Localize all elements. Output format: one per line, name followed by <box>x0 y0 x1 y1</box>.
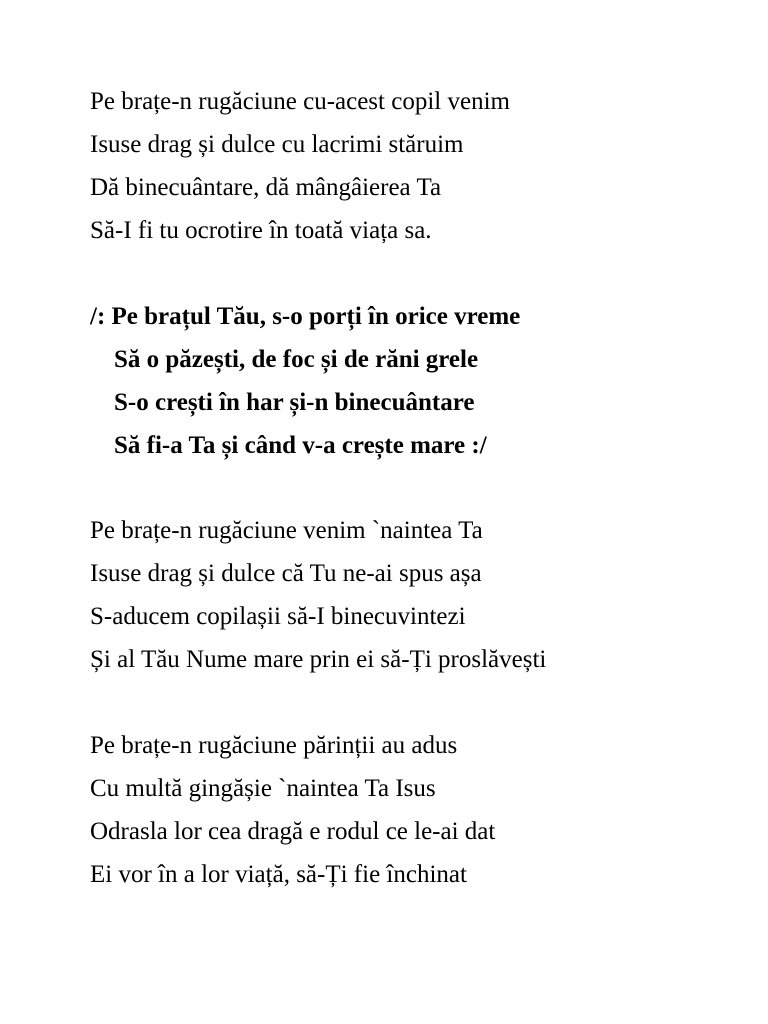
chorus-line: Să o păzești, de foc și de răni grele <box>114 346 479 373</box>
chorus <box>90 295 750 467</box>
stanza-3 <box>90 724 750 896</box>
stanza-line: Isuse drag și dulce că Tu ne-ai spus așa <box>90 560 482 587</box>
stanza-1 <box>90 80 750 252</box>
stanza-line: Ei vor în a lor viață, să-Ți fie închinat <box>90 861 467 888</box>
stanza-line: S-aducem copilașii să-I binecuvintezi <box>90 603 466 630</box>
chorus-line: Să fi-a Ta și când v-a crește mare :/ <box>114 432 487 459</box>
stanza-line: Odrasla lor cea dragă e rodul ce le-ai dat <box>90 818 496 845</box>
stanza-line: Să-I fi tu ocrotire în toată viața sa. <box>90 217 432 244</box>
stanza-line: Cu multă gingășie `naintea Ta Isus <box>90 775 436 802</box>
stanza-line: Dă binecuântare, dă mângâierea Ta <box>90 174 442 201</box>
stanza-line: Pe brațe-n rugăciune părinții au adus <box>90 732 458 759</box>
stanza-line: Și al Tău Nume mare prin ei să-Ți proslăvești <box>90 646 547 673</box>
stanza-2 <box>90 509 750 681</box>
chorus-line: /: Pe brațul Tău, s-o porți în orice vreme <box>90 303 521 330</box>
stanza-line: Isuse drag și dulce cu lacrimi stăruim <box>90 131 464 158</box>
stanza-line: Pe brațe-n rugăciune cu-acest copil venim <box>90 88 510 115</box>
chorus-line: S-o crești în har și-n binecuântare <box>114 389 475 416</box>
stanza-line: Pe brațe-n rugăciune venim `naintea Ta <box>90 517 483 544</box>
